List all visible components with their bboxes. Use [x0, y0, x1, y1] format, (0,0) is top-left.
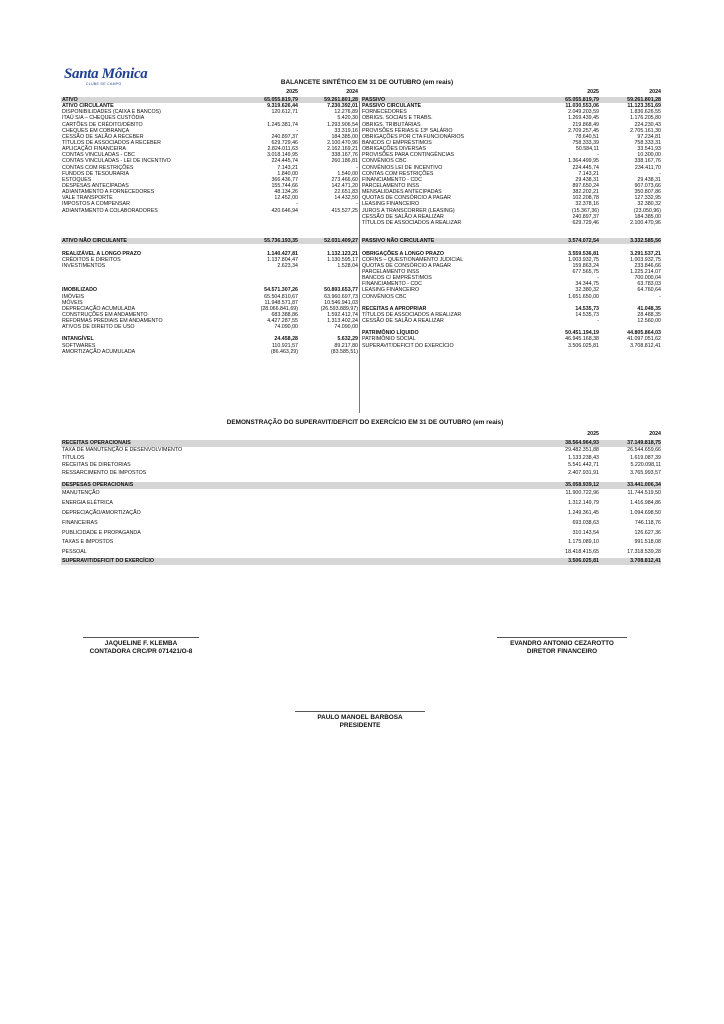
row-label: ADIANTAMENTO A FORNECEDORES [62, 189, 155, 196]
value-2025: 224.445,74 [572, 164, 599, 171]
value-2024: 33.541,93 [637, 146, 661, 153]
table-row [61, 489, 661, 499]
row-label: SUPERAVIT/DEFICIT DO EXERCÍCIO [362, 342, 454, 349]
year-2024: 2024 [649, 431, 661, 437]
column-divider [359, 101, 360, 413]
row-label: IMÓVEIS [62, 293, 85, 300]
value-2024: 2.100.470,96 [630, 219, 661, 226]
value-2025: 34.344,75 [575, 281, 599, 288]
table-row [61, 349, 360, 355]
value-2024: 7.230.392,01 [327, 103, 358, 110]
value-2024: 5.220.098,11 [630, 462, 661, 469]
value-2024: 126.627,36 [634, 529, 661, 536]
table-row [61, 482, 661, 489]
value-2025: 14.535,73 [575, 305, 599, 312]
value-2024: 12.560,00 [637, 318, 661, 325]
value-2024: 758.333,31 [634, 139, 661, 146]
value-2024: 63.783,03 [637, 281, 661, 288]
value-2024: 700.000,04 [634, 275, 661, 282]
row-label: RECEITAS OPERACIONAIS [62, 440, 131, 446]
value-2025: 11.030.553,06 [565, 103, 599, 110]
value-2024: 1.416.984,86 [630, 500, 661, 507]
row-label: OBRIGAÇÕES DIVERSAS [362, 146, 426, 153]
value-2024: 338.167,76 [331, 152, 358, 159]
balance-title: BALANCETE SINTÉTICO EM 31 DE OUTUBRO (em reais) [280, 79, 454, 86]
value-2024: 63.960.697,73 [324, 293, 358, 300]
table-row [61, 558, 661, 565]
signature-president [294, 711, 426, 730]
value-2025: 693.038,63 [572, 519, 599, 526]
signer-name: EVANDRO ANTONIO CEZAROTTO [510, 639, 614, 647]
row-label: CONTAS VINCULADAS - CBC [62, 152, 135, 159]
table-row [61, 447, 661, 454]
liabilities-header [361, 89, 661, 97]
value-2025: 310.143,54 [572, 529, 599, 536]
row-label: FINANCEIRAS [62, 519, 98, 526]
value-2024: 10.300,00 [637, 152, 661, 159]
dre-header [61, 428, 661, 440]
value-2025: 11.948.571,87 [264, 299, 298, 306]
row-label: CONTAS VINCULADAS - LEI DE INCENTIVO [62, 158, 171, 165]
value-2025: 11.900.722,96 [565, 490, 599, 497]
value-2024: 44.805.864,03 [627, 330, 661, 337]
row-label: MANUTENÇÃO [62, 490, 100, 497]
value-2024: 64.760,64 [637, 287, 661, 294]
row-label: DESPESAS OPERACIONAIS [62, 481, 134, 488]
row-label: ATIVO [62, 97, 78, 103]
row-label: SUPERAVIT/DEFICIT DO EXERCÍCIO [62, 557, 155, 564]
row-label: PATRIMÔNIO LÍQUIDO [362, 330, 419, 337]
signature-line [295, 711, 425, 712]
row-label: CONSTRUÇÕES EM ANDAMENTO [62, 311, 148, 318]
value-2025: 1.651.650,00 [568, 293, 599, 300]
row-label: MÓVEIS [62, 299, 83, 306]
value-2025: 7.143,21 [578, 170, 599, 177]
value-2025: 24.458,28 [274, 336, 298, 343]
value-2025: (15.367,36) [571, 207, 599, 214]
row-label: LEASING FINANCEIRO [362, 201, 420, 208]
row-label: CARTÕES DE CRÉDITO/DÉBITO [62, 121, 143, 128]
value-2025: 240.897,37 [271, 133, 298, 140]
value-2025: 1.137.804,47 [267, 256, 298, 263]
value-2024: 12.276,89 [334, 109, 358, 116]
row-label: CESSÃO DE SALÃO A REALIZAR [362, 318, 444, 325]
value-2025: 7.143,21 [277, 164, 298, 171]
value-2025: 29.482.351,88 [565, 447, 599, 454]
value-2025: 366.436,77 [271, 176, 298, 183]
value-2024: 273.466,60 [331, 176, 358, 183]
value-2024: (23.050,96) [633, 207, 661, 214]
row-label: RESSARCIMENTO DE IMPOSTOS [62, 469, 147, 476]
income-statement [61, 428, 661, 565]
row-label: ESTOQUES [62, 176, 92, 183]
value-2025: 240.897,37 [572, 213, 599, 220]
value-2025: 219.868,49 [572, 121, 599, 128]
value-2025: 1.140.427,81 [267, 250, 298, 257]
value-2024: 1.003.932,75 [630, 256, 661, 263]
row-label: PATRIMÔNIO SOCIAL [362, 336, 416, 343]
value-2025: 78.640,51 [575, 133, 599, 140]
row-label: ATIVO CIRCULANTE [62, 103, 114, 110]
row-label: MENSALIDADES ANTECIPADAS [362, 189, 442, 196]
row-label: ATIVOS DE DIREITO DE USO [62, 324, 135, 331]
logo-tagline: CLUBE DE CAMPO [86, 82, 122, 86]
value-2024: 224.230,43 [634, 121, 661, 128]
row-label: PROVISÕES FÉRIAS E 13º SALÁRIO [362, 127, 453, 134]
year-2024: 2024 [649, 89, 661, 95]
value-2024: 1.592.412,74 [327, 311, 358, 318]
row-label: BANCOS C/ EMPRÉSTIMOS [362, 275, 432, 282]
value-2024: 338.167,76 [634, 158, 661, 165]
value-2025: 2.049.203,59 [568, 109, 599, 116]
table-row [61, 470, 661, 477]
row-label: IMPOSTOS A COMPENSAR [62, 201, 130, 208]
assets-column [61, 89, 360, 355]
row-label: VALE TRANSPORTE [62, 195, 113, 202]
row-label: CONTAS COM RESTRIÇÕES [62, 164, 134, 171]
value-2024: 3.332.585,56 [630, 238, 661, 245]
assets-header [61, 89, 360, 97]
row-label: OBRIGS. TRIBUTÁRIAS [362, 121, 421, 128]
value-2025: - [597, 275, 599, 282]
value-2024: 33.319,16 [334, 127, 358, 134]
value-2024: 26.544.659,66 [627, 447, 661, 454]
row-label: ITAÚ S/A – CHEQUES CUSTÓDIA [62, 115, 145, 122]
value-2025: 3.018.149,95 [267, 152, 298, 159]
liabilities-rows [361, 97, 661, 349]
value-2024: 1.176.205,80 [630, 115, 661, 122]
row-label: FUNDOS DE TESOURARIA [62, 170, 130, 177]
value-2025: 677.565,75 [572, 268, 599, 275]
value-2024: 3.765.993,57 [630, 469, 661, 476]
value-2025: 3.574.072,54 [568, 238, 599, 245]
row-label: TÍTULOS DE ASSOCIADOS A REALIZAR [362, 311, 462, 318]
value-2025: 9.319.626,44 [267, 103, 298, 110]
value-2024: 59.261.801,28 [627, 97, 661, 103]
value-2024: 415.527,25 [331, 207, 358, 214]
value-2025: 74.090,00 [274, 324, 298, 331]
signature-finance-director [496, 637, 628, 656]
value-2024: - [356, 164, 358, 171]
value-2025: 54.571.307,26 [264, 287, 298, 294]
value-2025: 120.612,71 [271, 109, 298, 116]
value-2025: 18.418.415,65 [565, 549, 599, 556]
value-2025: 1.269.439,45 [568, 115, 599, 122]
row-label: BANCOS C/ EMPRÉSTIMOS [362, 139, 432, 146]
value-2024: 260.186,81 [331, 158, 358, 165]
row-label: TÍTULOS [62, 454, 85, 461]
value-2024: 2.100.470,96 [327, 139, 358, 146]
row-label: PROVISÕES PARA CONTINGÊNCIAS [362, 152, 455, 159]
row-label: DEPRECIAÇÃO ACUMULADA [62, 305, 135, 312]
value-2024: 37.149.818,75 [627, 440, 661, 446]
value-2024: 50.893.653,77 [324, 287, 358, 294]
value-2025: 629.729,46 [572, 219, 599, 226]
value-2025: - [296, 127, 298, 134]
value-2025: 50.584,11 [575, 146, 599, 153]
value-2025: 14.535,73 [575, 311, 599, 318]
value-2024: 2.705.161,30 [630, 127, 661, 134]
row-label: REALIZÁVEL A LONGO PRAZO [62, 250, 141, 257]
value-2024: - [659, 293, 661, 300]
value-2024: 907.073,66 [634, 182, 661, 189]
row-label: PASSIVO [362, 97, 386, 103]
value-2024: 1.225.214,07 [630, 268, 661, 275]
value-2025: 1.249.361,45 [568, 509, 599, 516]
row-label: FINANCIAMENTO - CDC [362, 176, 422, 183]
row-label: INVESTIMENTOS [62, 262, 106, 269]
row-label: OBRIGS. SOCIAIS E TRABS. [362, 115, 433, 122]
table-row [61, 509, 661, 519]
value-2024: 3.708.812,41 [630, 342, 661, 349]
row-label: TAXA DE MANUTENÇÃO E DESENVOLVIMENTO [62, 447, 183, 454]
value-2024: 1.313.402,24 [327, 318, 358, 325]
table-row [61, 519, 661, 529]
value-2024: - [659, 170, 661, 177]
table-row [61, 499, 661, 509]
value-2024: 2.162.169,21 [327, 146, 358, 153]
year-2024: 2024 [346, 89, 358, 95]
value-2025: 1.312.149,79 [568, 500, 599, 507]
value-2024: 234.411,70 [634, 164, 661, 171]
value-2024: 1.130.595,17 [327, 256, 358, 263]
value-2024: 1.293.906,54 [327, 121, 358, 128]
value-2025: 382.202,21 [572, 189, 599, 196]
value-2025: 159.863,24 [572, 262, 599, 269]
value-2025: 65.055.819,79 [264, 97, 298, 103]
value-2024: 33.441.006,34 [627, 481, 661, 488]
liabilities-column [361, 89, 661, 349]
row-label: CONVÊNIOS CBC [362, 293, 407, 300]
value-2025: 3.506.025,81 [568, 557, 599, 564]
signature-line [83, 637, 199, 638]
value-2024: 5.420,30 [337, 115, 358, 122]
value-2024: 22.651,83 [334, 189, 358, 196]
value-2024: 17.318.539,28 [627, 549, 661, 556]
value-2024: 184.385,00 [331, 133, 358, 140]
value-2025: 102.208,78 [572, 195, 599, 202]
value-2024: 74.090,00 [334, 324, 358, 331]
value-2025: 1.840,00 [277, 170, 298, 177]
value-2025: 758.333,39 [572, 139, 599, 146]
value-2024: 3.291.537,21 [630, 250, 661, 257]
row-label: PARCELAMENTO INSS [362, 182, 420, 189]
value-2024: 746.118,76 [634, 519, 661, 526]
row-label: RECEITAS A APROPRIAR [362, 305, 427, 312]
year-2025: 2025 [587, 431, 599, 437]
value-2024: 1.094.698,50 [630, 509, 661, 516]
signature-accountant [82, 637, 200, 656]
row-label: ENERGIA ELÉTRICA [62, 500, 113, 507]
row-label: PASSIVO CIRCULANTE [362, 103, 422, 110]
value-2024: 52.031.409,27 [324, 238, 358, 245]
table-row [61, 455, 661, 462]
row-label: DESPESAS ANTECIPADAS [62, 182, 129, 189]
value-2024: 89.217,80 [334, 342, 358, 349]
value-2025: (28.066.841,69) [260, 305, 298, 312]
row-label: QUOTAS DE CONSÓRCIO A PAGAR [362, 262, 451, 269]
value-2025: 155.744,66 [271, 182, 298, 189]
value-2025: 1.133.238,43 [568, 454, 599, 461]
row-label: ATIVO NÃO CIRCULANTE [62, 238, 127, 245]
value-2025: 48.134,26 [274, 189, 298, 196]
value-2024: (83.585,51) [330, 348, 358, 355]
value-2025: 2.407.931,91 [568, 469, 599, 476]
row-label: CONVÊNIOS CBC [362, 158, 407, 165]
signer-role: CONTADORA CRC/PR 071421/O-8 [89, 647, 193, 655]
assets-rows [61, 97, 360, 355]
value-2024: 11.123.351,69 [627, 103, 661, 110]
row-label: CESSÃO DE SALÃO A RECEBER [62, 133, 144, 140]
signature-line [497, 637, 627, 638]
table-row [61, 529, 661, 539]
row-label: TÍTULOS DE ASSOCIADOS A REALIZAR [362, 219, 462, 226]
value-2024: 97.234,81 [637, 133, 661, 140]
value-2024: 5.632,29 [337, 336, 358, 343]
table-row [361, 343, 661, 349]
row-label: COFINS – QUESTIONAMENTO JUDICIAL [362, 256, 464, 263]
row-label: PASSIVO NÃO CIRCULANTE [362, 238, 435, 245]
value-2025: (86.463,29) [270, 348, 298, 355]
value-2024: 1.528,04 [337, 262, 358, 269]
value-2024: 1.836.626,55 [630, 109, 661, 116]
year-2025: 2025 [587, 89, 599, 95]
signer-role: PRESIDENTE [339, 721, 381, 729]
value-2024: 142.471,20 [331, 182, 358, 189]
row-label: TAXAS E IMPOSTOS [62, 539, 114, 546]
value-2025: - [597, 318, 599, 325]
row-label: PESSOAL [62, 549, 87, 556]
row-label: APLICAÇÃO FINANCEIRA [62, 146, 126, 153]
value-2025: 1.003.932,75 [568, 256, 599, 263]
signer-name: JAQUELINE F. KLEMBA [104, 639, 178, 647]
row-label: REFORMAS PREDIAIS EM ANDAMENTO [62, 318, 163, 325]
value-2025: 4.427.287,55 [267, 318, 298, 325]
value-2024: (26.593.889,97) [320, 305, 358, 312]
value-2024: 14.432,50 [334, 195, 358, 202]
value-2024: 29.438,31 [637, 176, 661, 183]
value-2024: 991.518,08 [634, 539, 661, 546]
row-label: RECEITAS DE DIRETORIAS [62, 462, 131, 469]
dre-title: DEMONSTRAÇÃO DO SUPERAVIT/DEFICIT DO EXERCÍCIO EM 31 DE OUTUBRO (em reais) [226, 419, 504, 426]
value-2025: - [597, 152, 599, 159]
value-2025: 46.945.168,38 [565, 336, 599, 343]
table-row [61, 538, 661, 548]
row-label: LEASING FINANCEIRO [362, 287, 420, 294]
value-2025: 65.055.819,79 [565, 97, 599, 103]
row-label: OBRIGAÇÕES A LONGO PRAZO [362, 250, 445, 257]
value-2025: 1.175.089,10 [568, 539, 599, 546]
row-label: FORNECEDORES [362, 109, 407, 116]
value-2024: 3.708.812,41 [630, 557, 661, 564]
value-2024: 32.380,32 [637, 201, 661, 208]
value-2024: 233.846,66 [634, 262, 661, 269]
row-label: CESSÃO DE SALÃO A REALIZAR [362, 213, 444, 220]
row-label: CONTAS COM RESTRIÇÕES [362, 170, 434, 177]
value-2025: 2.824.011,63 [267, 146, 298, 153]
table-row [61, 548, 661, 558]
value-2025: 1.364.499,95 [568, 158, 599, 165]
value-2025: 12.452,00 [274, 195, 298, 202]
row-label: ADIANTAMENTO A COLABORADORES [62, 207, 158, 214]
value-2025: 224.445,74 [271, 158, 298, 165]
value-2024: 350.807,86 [634, 189, 661, 196]
value-2025: 29.438,31 [575, 176, 599, 183]
value-2025: 32.380,32 [575, 287, 599, 294]
value-2024: 127.332,95 [634, 195, 661, 202]
row-label: INTANGÍVEL [62, 336, 94, 343]
value-2025: 629.729,46 [271, 139, 298, 146]
row-label: DEPRECIAÇÃO/AMORTIZAÇÃO [62, 509, 141, 516]
value-2025: 32.378,16 [575, 201, 599, 208]
value-2025: 2.709.257,45 [568, 127, 599, 134]
value-2025: 897.650,24 [572, 182, 599, 189]
row-label: SOFTWARES [62, 342, 96, 349]
year-2025: 2025 [286, 89, 298, 95]
value-2025: 35.058.939,12 [565, 481, 599, 488]
row-label: TÍTULOS DE ASSOCIADOS A RECEBER [62, 139, 161, 146]
value-2024: 28.488,35 [637, 311, 661, 318]
value-2024: 10.546.941,03 [324, 299, 358, 306]
row-label: QUOTAS DE CONSÓRCIO A PAGAR [362, 195, 451, 202]
value-2025: 683.388,86 [271, 311, 298, 318]
row-label: CONVÊNIOS LEI DE INCENTIVO [362, 164, 443, 171]
value-2024: 1.619.087,39 [630, 454, 661, 461]
row-label: JUROS A TRANSCORRER (LEASING) [362, 207, 455, 214]
row-label: PUBLICIDADE E PROPAGANDA [62, 529, 141, 536]
row-label: CRÉDITOS E DIREITOS [62, 256, 121, 263]
value-2025: 38.564.964,93 [565, 440, 599, 446]
dre-rows [61, 440, 661, 565]
value-2024: 1.540,00 [337, 170, 358, 177]
table-row [61, 462, 661, 469]
value-2025: 1.245.381,74 [267, 121, 298, 128]
value-2025: 3.559.536,81 [568, 250, 599, 257]
value-2025: 50.451.194,19 [565, 330, 599, 337]
row-label: DISPONIBILIDADES (CAIXA E BANCOS) [62, 109, 161, 116]
value-2024: - [356, 201, 358, 208]
value-2024: 1.132.123,21 [327, 250, 358, 257]
row-label: IMOBILIZADO [62, 287, 98, 294]
value-2025: 5.541.442,71 [568, 462, 599, 469]
row-label: FINANCIAMENTO - CDC [362, 281, 422, 288]
value-2024: 41.097.051,62 [627, 336, 661, 343]
value-2024: 11.744.519,50 [627, 490, 661, 497]
logo-name: Santa Mônica [64, 66, 148, 82]
value-2025: - [296, 201, 298, 208]
value-2024: 41.048,35 [637, 305, 661, 312]
value-2025: 420.646,94 [271, 207, 298, 214]
value-2025: 65.504.810,67 [264, 293, 298, 300]
row-label: AMORTIZAÇÃO ACUMULADA [62, 348, 136, 355]
value-2025: 110.921,57 [271, 342, 298, 349]
row-label: PARCELAMENTO INSS [362, 268, 420, 275]
signer-name: PAULO MANOEL BARBOSA [317, 713, 403, 721]
value-2024: 59.261.801,28 [324, 97, 358, 103]
value-2025: 2.623,34 [277, 262, 298, 269]
value-2025: 55.736.193,35 [264, 238, 298, 245]
row-label: OBRIGAÇÕES POR CTA FUNCIONÁRIOS [362, 133, 465, 140]
signer-role: DIRETOR FINANCEIRO [526, 647, 598, 655]
row-label: CHEQUES EM COBRANÇA [62, 127, 130, 134]
value-2024: 184.385,00 [634, 213, 661, 220]
value-2025: 3.506.025,81 [568, 342, 599, 349]
